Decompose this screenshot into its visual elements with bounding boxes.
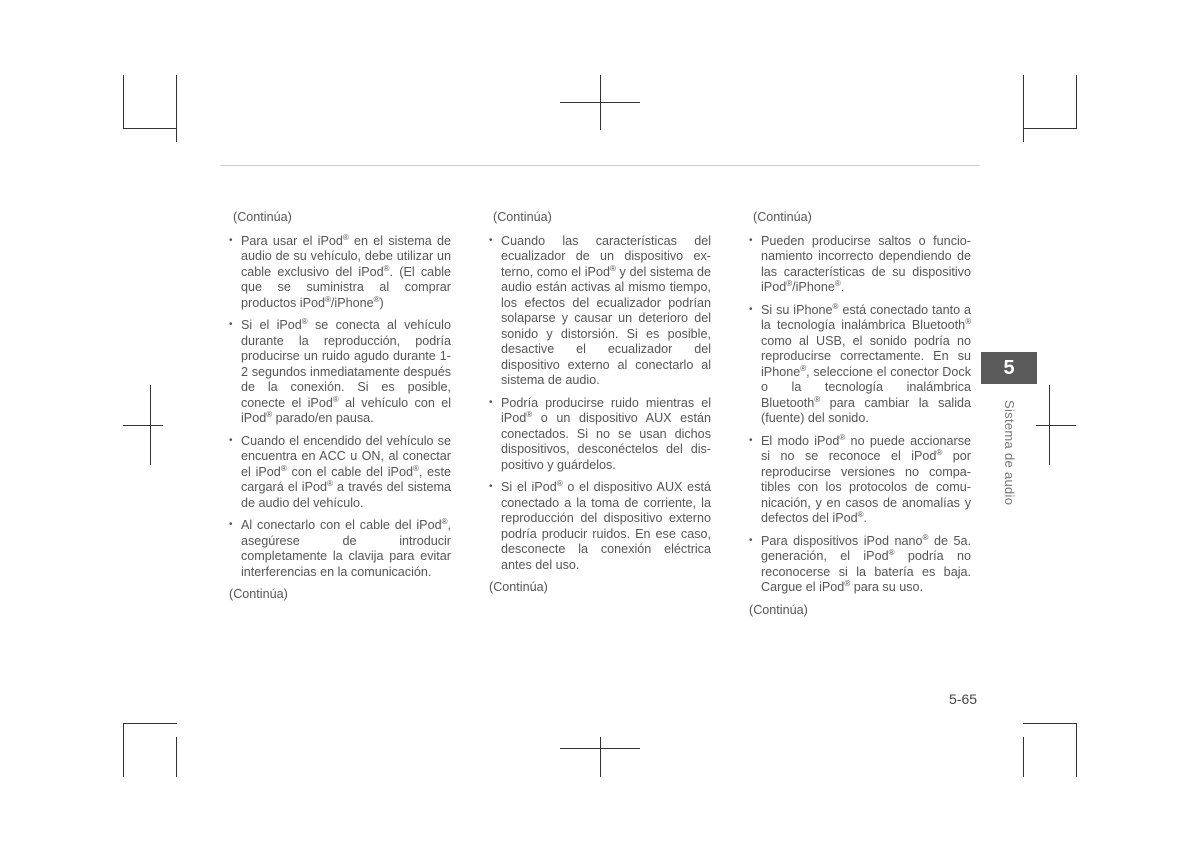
crop-mark [1036,425,1076,426]
crop-mark [123,723,177,724]
crop-mark [123,75,124,129]
crop-mark [123,425,163,426]
chapter-number-tab: 5 [981,352,1037,384]
crop-mark [1023,128,1077,129]
text-column-2 [489,210,711,596]
continued-label: (Continúa) [229,587,288,601]
bullet-item: • Si su iPhone® está conectado tanto a la tecnología inalámbrica Bluetooth® como al USB, el sonido podría no reproducirse correctamente. En su iPhone®, seleccione el conector Dock o la tecnología inalámbrica Bluetooth® para cambiar la salida (fuente) del sonido. [749,303,971,427]
crop-mark [176,737,177,777]
continued-label: (Continúa) [489,580,548,594]
crop-mark [1023,737,1024,777]
bullet-item: • Para usar el iPod® en el sistema de audio de su vehículo, debe utilizar un cable exclusivo del iPod®. (El cable que se suministra al comprar productos iPod®/iPhone®) [229,234,451,312]
crop-mark [123,128,177,129]
crop-mark [123,723,124,777]
crop-mark [1023,75,1024,142]
continued-label: (Continúa) [233,210,292,224]
bullet-item: • Si el iPod® o el dispositivo AUX está conectado a la toma de corriente, la reproducción del dispositivo externo podría producir ruidos. En ese caso, desconecte la conexión eléctrica antes del uso. [489,480,711,573]
header-rule [220,165,980,166]
continued-label: (Continúa) [749,602,808,617]
continued-label: (Continúa) [493,210,552,224]
text-column-3 [749,210,971,618]
bullet-item: • Cuando las características del ecualizador de un dispositivo externo, como el iPod® y del sistema de audio están activas al mismo tiempo, los efectos del ecualizador podrían solaparse y causar un deterioro del sonido y distorsión. Si es posible, desactive el ecualizador del dispositivo externo al conectarlo al sistema de audio. [489,234,711,389]
page-number: 5-65 [949,691,978,707]
bullet-item: • Si el iPod® se conecta al vehículo durante la reproducción, podría producirse un ruido agudo durante 1-2 segundos inmediatamente después de la conexión. Si es posible, conecte el iPod® al vehículo con el iPod® parado/en pausa. [229,318,451,427]
bullet-item: • Cuando el encendido del vehículo se encuentra en ACC u ON, al conectar el iPod® con el cable del iPod®, este cargará el iPod® a través del sistema de audio del vehículo. [229,434,451,512]
crop-mark [1076,723,1077,777]
crop-mark [1049,385,1050,465]
bullet-item: • Al conectarlo con el cable del iPod®, asegúrese de introducir completamente la clavija para evitar interferencias en la comunicación. [229,518,451,580]
crop-mark [1076,75,1077,129]
bullet-item: • Pueden producirse saltos o funcionamiento incorrecto dependiendo de las características de su dispositivo iPod®/iPhone®. [749,234,971,296]
continued-label: (Continúa) [753,210,812,224]
text-column-1 [229,210,451,603]
bullet-item: • Para dispositivos iPod nano® de 5a. generación, el iPod® podría no reconocerse si la batería es baja. Cargue el iPod® para su uso. [749,534,971,596]
crop-mark [600,737,601,777]
crop-mark [1023,723,1077,724]
bullet-item: • Podría producirse ruido mientras el iPod® o un dispositivo AUX están conectados. Si no se usan dichos dispositivos, desconéctelos del dispositivo y guárdelos. [489,396,711,474]
bullet-item: • El modo iPod® no puede accionarse si no se reconoce el iPod® por reproducirse versiones no compatibles con los protocolos de comunicación, y en casos de anomalías y defectos del iPod®. [749,434,971,527]
crop-mark [600,75,601,130]
crop-mark [176,75,177,142]
chapter-title: Sistema de audio [1002,400,1017,506]
crop-mark [150,385,151,465]
